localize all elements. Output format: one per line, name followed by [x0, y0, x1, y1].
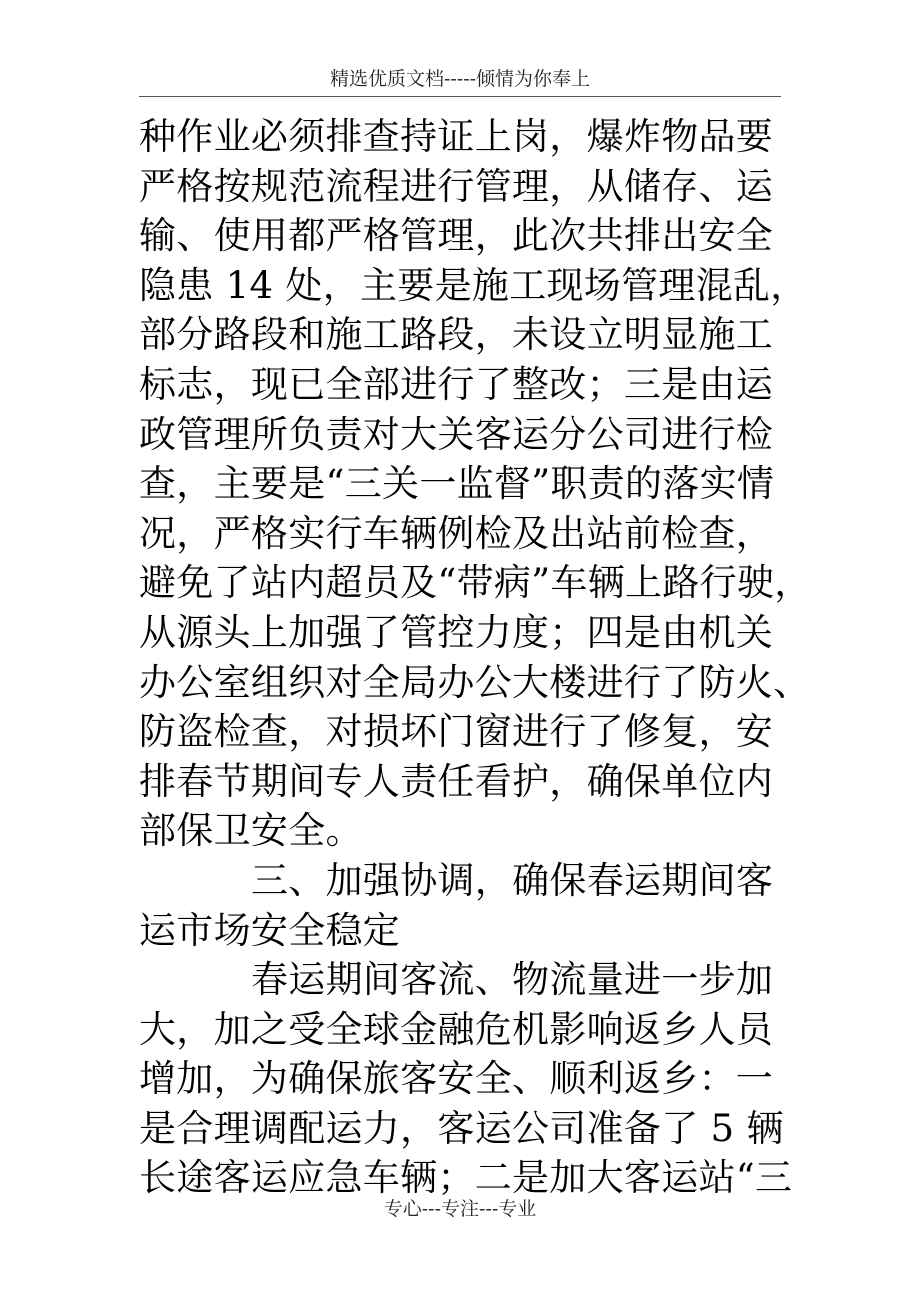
text-line: 政管理所负责对大关客运分公司进行检: [139, 412, 774, 456]
paragraph-start: 春运期间客流、物流量进一步加: [251, 958, 774, 1002]
text-line: 是合理调配运力，客运公司准备了 5 辆: [139, 1106, 784, 1150]
text-line: 查，主要是“三关一监督”职责的落实情: [139, 462, 775, 506]
text-line: 严格按规范流程进行管理，从储存、运: [139, 164, 774, 208]
document-body: [139, 112, 812, 1203]
section-heading-continued: 运市场安全稳定: [139, 908, 401, 952]
text-line: 长途客运应急车辆；二是加大客运站“三: [139, 1156, 793, 1200]
text-line: 种作业必须排查持证上岗，爆炸物品要: [139, 115, 774, 158]
text-line: 防盗检查，对损坏门窗进行了修复，安: [139, 710, 774, 754]
text-line: 避免了站内超员及“带病”车辆上路行驶，: [139, 561, 812, 605]
text-line: 隐患 14 处，主要是施工现场管理混乱，: [139, 263, 808, 307]
text-line: 部分路段和施工路段，未设立明显施工: [139, 313, 774, 357]
text-line: 办公室组织对全局办公大楼进行了防火、: [139, 660, 811, 704]
text-line: 输、使用都严格管理，此次共排出安全: [139, 214, 774, 258]
text-line: 标志，现已全部进行了整改；三是由运: [139, 362, 774, 406]
section-heading: 三、加强协调，确保春运期间客: [251, 858, 774, 902]
header-divider: [139, 96, 781, 97]
text-line: 增加，为确保旅客安全、顺利返乡：一: [139, 1057, 774, 1101]
text-line: 排春节期间专人责任看护，确保单位内: [139, 759, 774, 803]
page-header: 精选优质文档-----倾情为你奉上: [329, 68, 591, 90]
page-footer: 专心---专注---专业: [383, 1198, 537, 1220]
text-line: 大，加之受全球金融危机影响返乡人员: [139, 1007, 774, 1051]
text-line: 从源头上加强了管控力度；四是由机关: [139, 610, 774, 654]
text-line: 况，严格实行车辆例检及出站前检查，: [139, 511, 774, 555]
text-line: 部保卫安全。: [139, 809, 363, 853]
